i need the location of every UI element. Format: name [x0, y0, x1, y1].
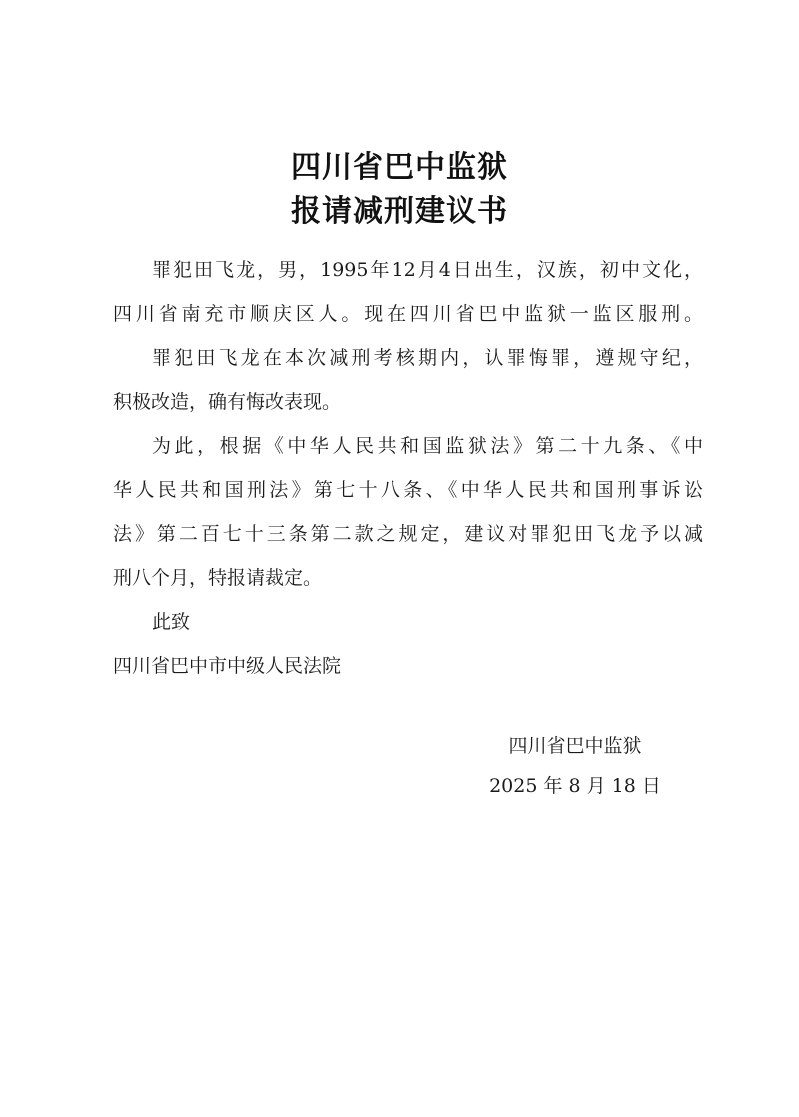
body-line-5: 为此，根据《中华人民共和国监狱法》第二十九条、《中 — [152, 435, 703, 457]
body-line-8: 刑八个月，特报请裁定。 — [113, 567, 323, 589]
body-line-6: 华人民共和国刑法》第七十八条、《中华人民共和国刑事诉讼 — [113, 479, 703, 501]
body-line-4: 积极改造，确有悔改表现。 — [113, 391, 342, 413]
body-line-2: 四川省南充市顺庆区人。现在四川省巴中监狱一监区服刑。 — [113, 303, 703, 325]
salutation: 此致 — [152, 611, 191, 633]
signature-org: 四川省巴中监狱 — [508, 735, 642, 757]
body-line-3: 罪犯田飞龙在本次减刑考核期内，认罪悔罪，遵规守纪， — [152, 347, 703, 369]
signature-date: 2025 年 8 月 18 日 — [489, 775, 661, 797]
recipient-court: 四川省巴中市中级人民法院 — [113, 655, 342, 677]
body-line-1: 罪犯田飞龙，男，1995年12月4日出生，汉族，初中文化， — [152, 259, 703, 281]
document-title-org: 四川省巴中监狱 — [291, 150, 508, 185]
body-line-7: 法》第二百七十三条第二款之规定，建议对罪犯田飞龙予以减 — [113, 523, 703, 545]
document-title: 报请减刑建议书 — [291, 194, 508, 229]
